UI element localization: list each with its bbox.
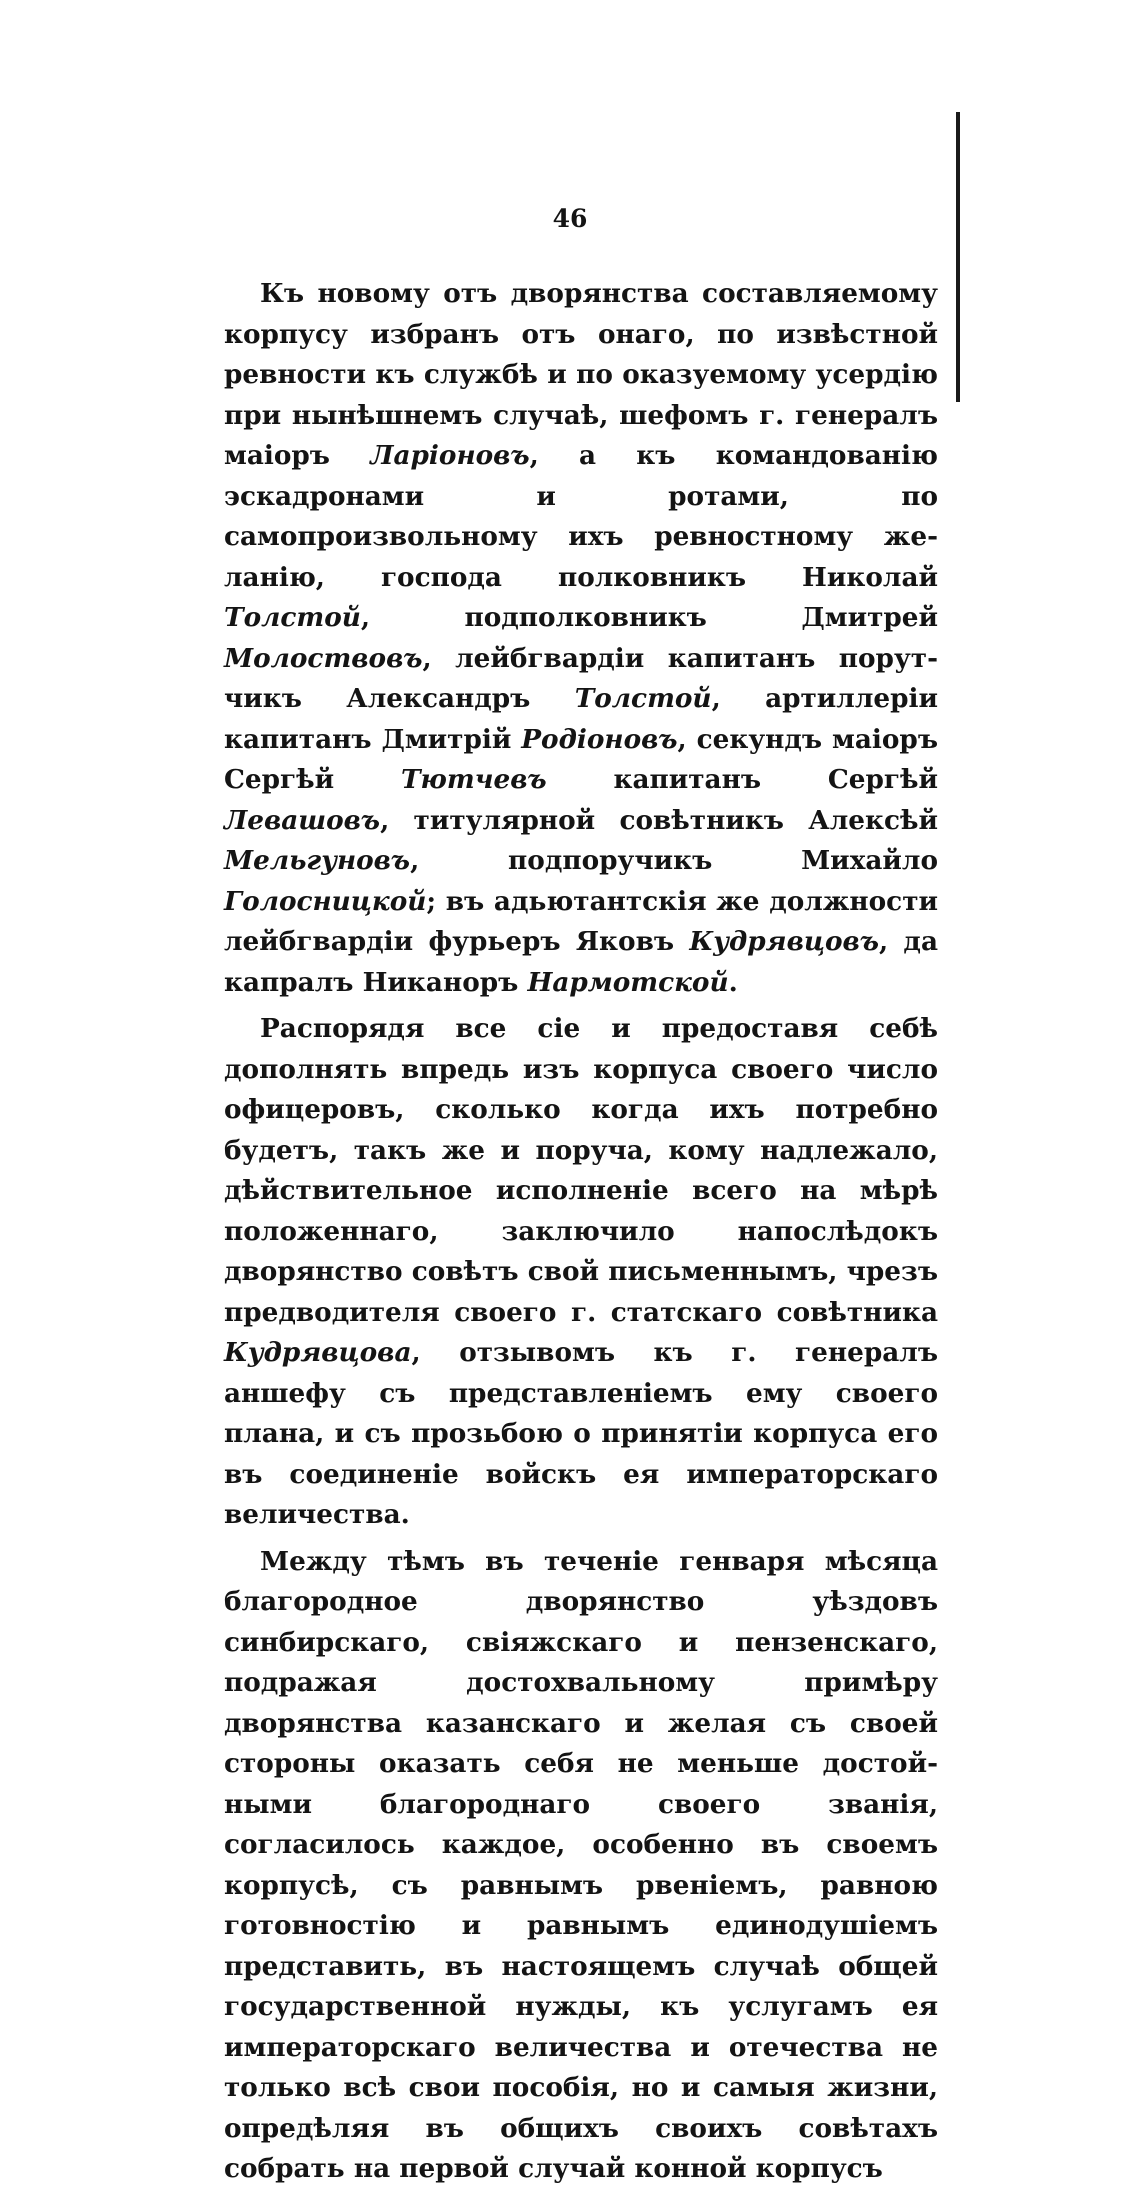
text-segment: . bbox=[728, 966, 738, 998]
italic-name: Родіоновъ bbox=[521, 723, 678, 755]
text-segment: , да капралъ Никаноръ bbox=[224, 926, 938, 998]
text-segment: , секундъ маіоръ Сергѣй bbox=[224, 723, 938, 795]
paragraph bbox=[224, 1009, 938, 1536]
text-segment: Къ новому отъ дворянства составляемому корпусу избранъ отъ онаго, по извѣстной ревности къ службѣ и по оказуемому усердію при нынѣшнемъ случаѣ, шефомъ г. генералъ маіоръ bbox=[224, 278, 938, 471]
italic-name: Ларіоновъ bbox=[370, 440, 530, 471]
text-segment: , титулярной совѣтникъ Алексѣй bbox=[380, 804, 938, 836]
page-number: 46 bbox=[552, 204, 588, 233]
text-segment: Между тѣмъ въ теченіе генваря мѣсяца благородное дворянство уѣздовъ синбирскаго, свіяжскаго и пензенскаго, подражая достохвальному примѣру дворянства казанскаго и желая съ своей стороны оказать себя не меньше достойными благороднаго своего званія, согласилось каждое, особенно въ своемъ корпусѣ, съ равнымъ рвеніемъ, равною готовностію и равнымъ единодушіемъ представить, въ настоящемъ случаѣ общей государственной нужды, къ услугамъ ея императорскаго величества и отечества не только всѣ свои пособія, но и самыя жизни, опредѣляя въ общихъ своихъ совѣтахъ собрать на первой случай конной корпусъ bbox=[224, 1545, 938, 2184]
text-segment: , артиллеріи капитанъ Дмитрій bbox=[224, 683, 938, 755]
italic-name: Мельгуновъ bbox=[224, 845, 411, 876]
italic-name: Нармотской bbox=[527, 966, 729, 998]
paragraph bbox=[224, 1542, 938, 2190]
italic-name: Кудрявцовъ bbox=[689, 926, 879, 957]
italic-name: Молоствовъ bbox=[224, 642, 423, 674]
italic-name: Толстой bbox=[574, 683, 712, 714]
paragraph bbox=[224, 274, 938, 1003]
text-segment: , подполковникъ Дмитрей bbox=[360, 602, 938, 633]
text-segment: , отзывомъ къ г. генералъ аншефу съ представленіемъ ему своего плана, и съ прозьбою о принятіи корпуса его въ соединеніе войскъ ея императорскаго величества. bbox=[224, 1337, 938, 1530]
text-segment: капитанъ Сергѣй bbox=[546, 764, 938, 795]
text-segment: , подпоручикъ Михайло bbox=[410, 845, 938, 876]
body-text bbox=[224, 274, 938, 2196]
italic-name: Кудрявцова bbox=[224, 1337, 412, 1368]
text-segment: Распорядя все сіе и предоставя себѣ дополнять впредь изъ корпуса своего число офицеровъ, сколько когда ихъ потребно будетъ, такъ же и поруча, кому надлежало, дѣйствительное исполненіе всего на мѣрѣ положеннаго, заключило напослѣдокъ дворянство совѣтъ свой письменнымъ, чрезъ предводителя своего г. статскаго совѣтника bbox=[224, 1013, 938, 1328]
text-segment: , лейбгвардіи капитанъ порутчикъ Александръ bbox=[224, 642, 938, 714]
scan-edge-line bbox=[956, 112, 960, 402]
italic-name: Левашовъ bbox=[224, 804, 381, 836]
text-segment: ; въ адьютантскія же должности лейбгвардіи фурьеръ Яковъ bbox=[224, 885, 938, 957]
italic-name: Тютчевъ bbox=[400, 764, 547, 795]
italic-name: Толстой bbox=[224, 602, 361, 633]
text-segment: , а къ командованію эскадронами и ротами, по самопроизвольному ихъ ревностному желанію, господа полковникъ Николай bbox=[224, 440, 938, 593]
italic-name: Голосницкой bbox=[224, 885, 427, 917]
